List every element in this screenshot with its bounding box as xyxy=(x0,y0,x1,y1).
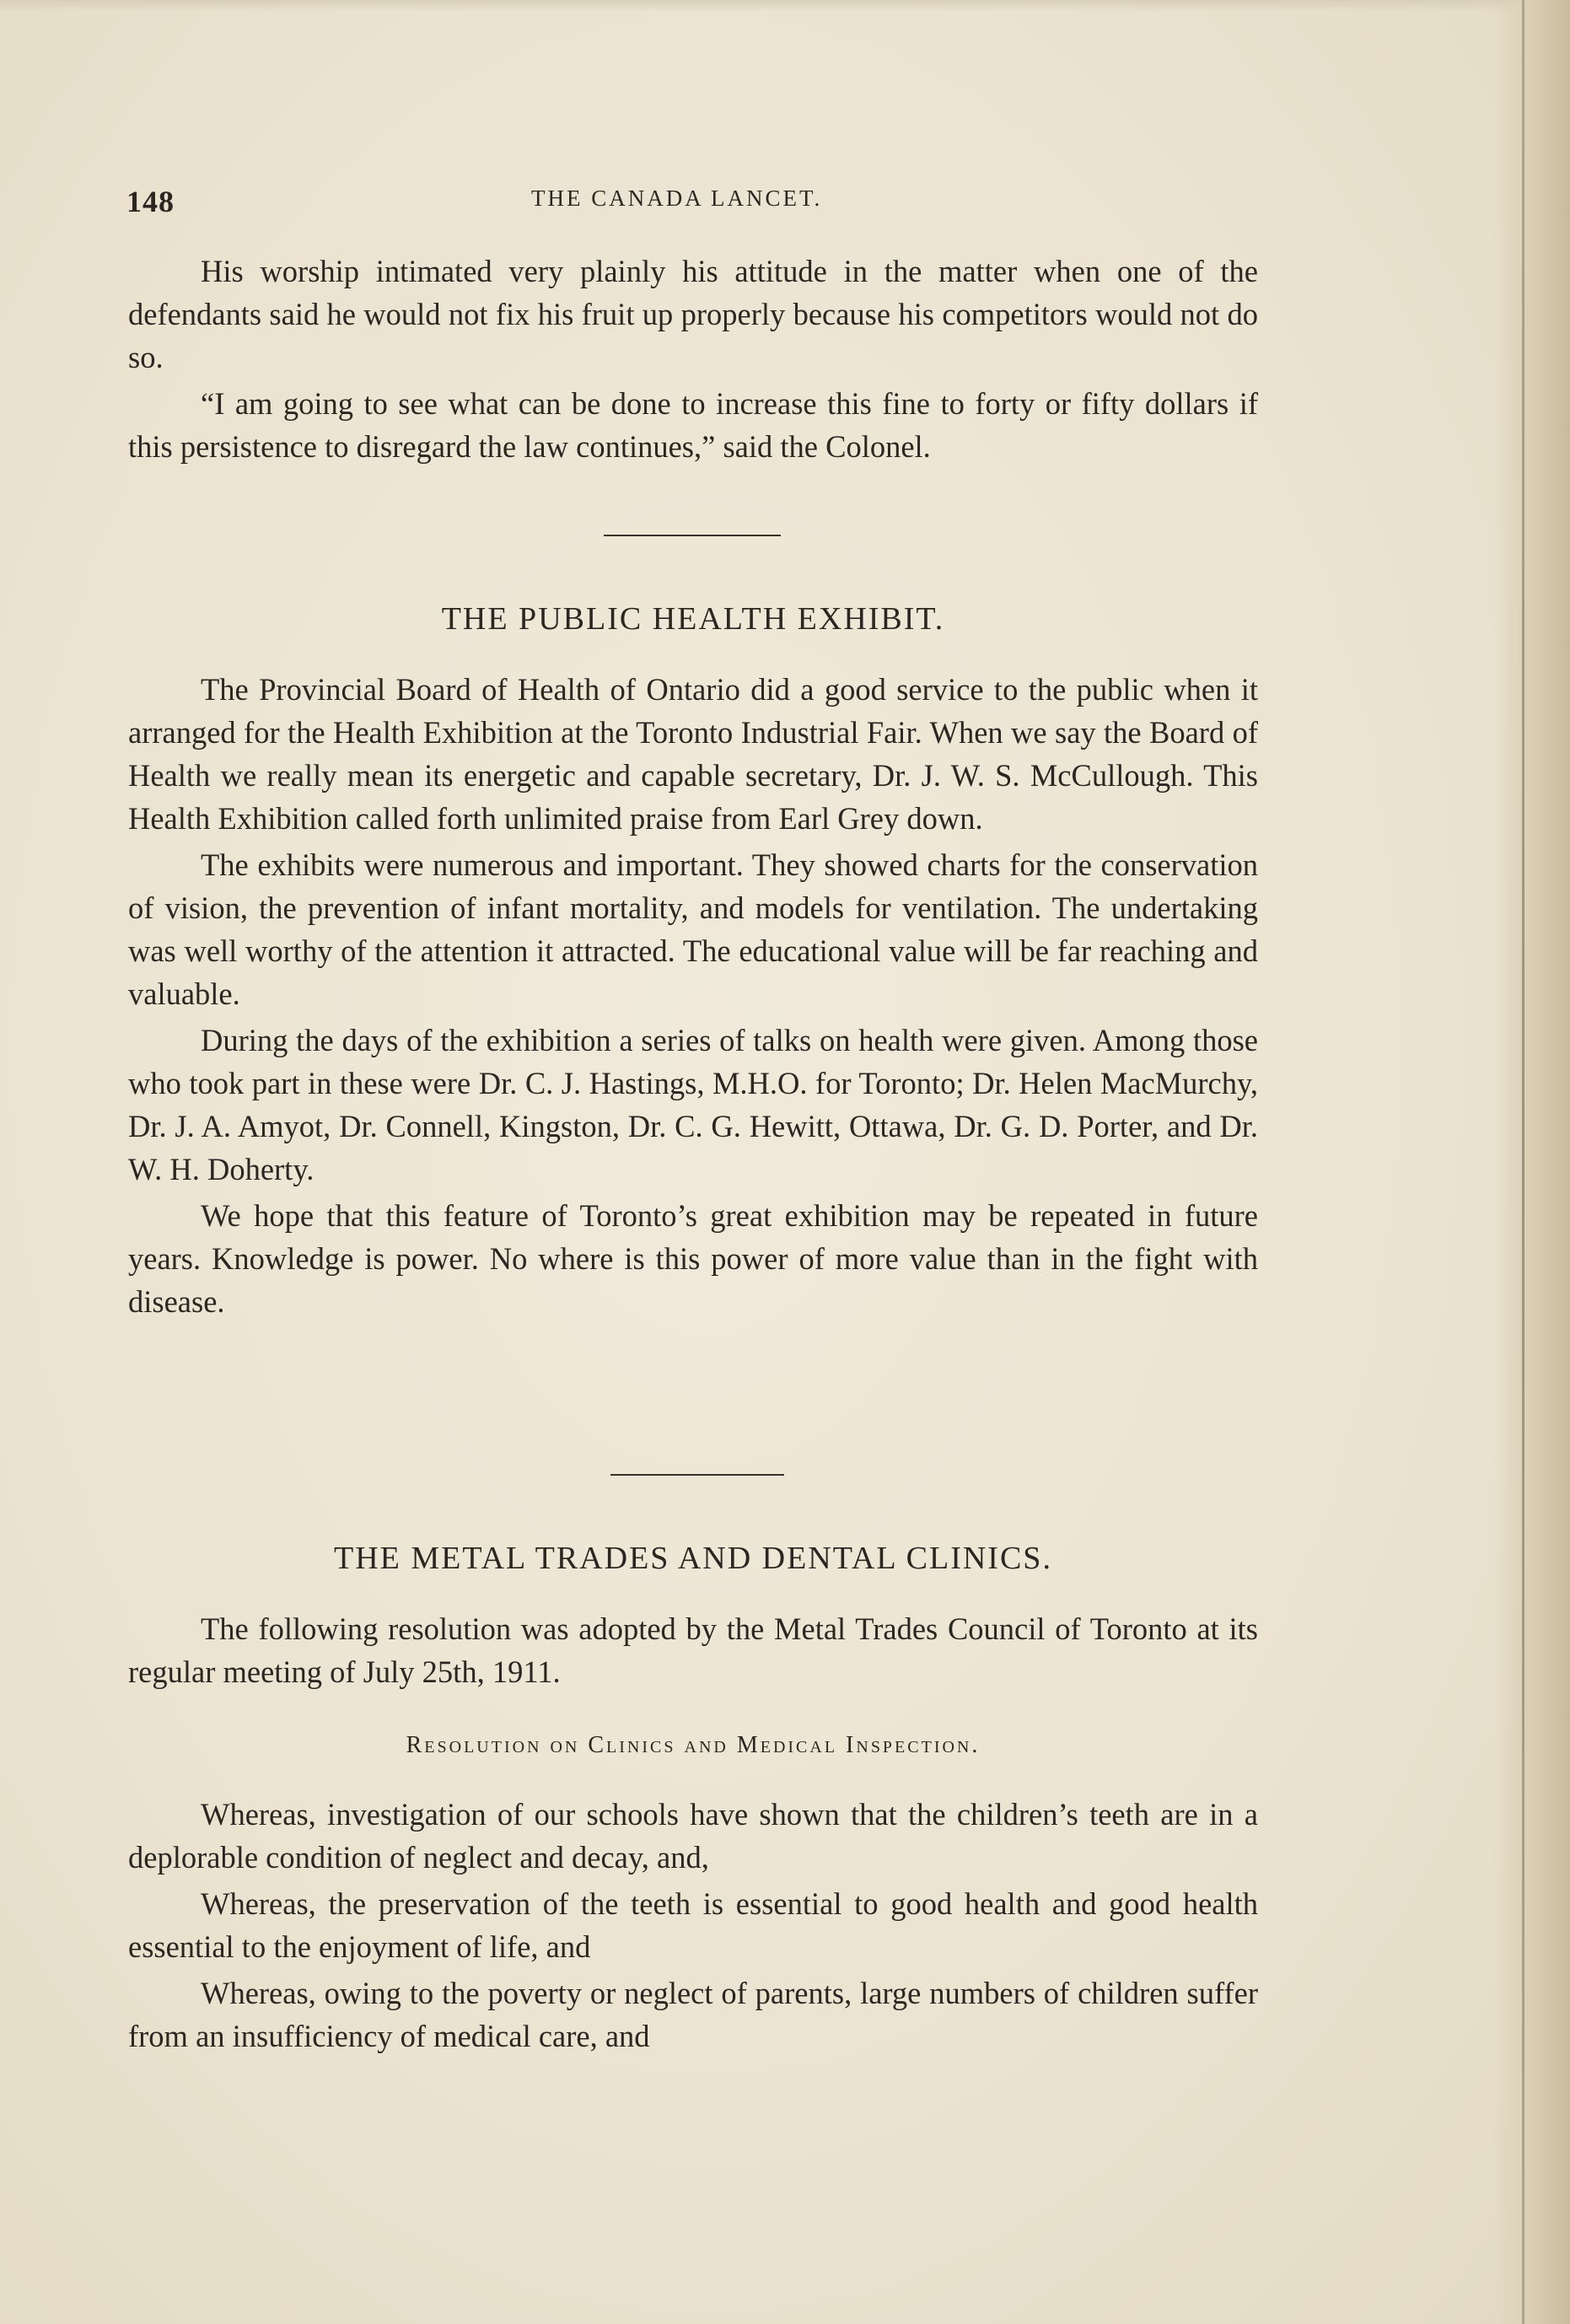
journal-title: THE CANADA LANCET. xyxy=(531,186,823,211)
section-divider xyxy=(610,1474,784,1476)
page-number: 148 xyxy=(126,185,175,218)
section-title-public-health: THE PUBLIC HEALTH EXHIBIT. xyxy=(441,601,945,637)
resolution-heading: Resolution on Clinics and Medical Inspection. xyxy=(406,1732,981,1758)
paragraph: Whereas, the preservation of the teeth is essential to good health and good health essential to the enjoyment of life, and xyxy=(128,1886,1258,1964)
paragraph: The following resolution was adopted by the Metal Trades Council of Toronto at its regular meeting of July 25th, 1911. xyxy=(128,1611,1258,1689)
paragraph: “I am going to see what can be done to increase this fine to forty or fifty dollars if this persistence to disregard the law continues,” said the Colonel. xyxy=(128,386,1258,464)
page-top-shadow xyxy=(0,0,1570,12)
metal-trades-intro xyxy=(128,1607,1258,1697)
public-health-text xyxy=(128,668,1258,1326)
section-divider xyxy=(604,535,781,536)
paragraph: We hope that this feature of Toronto’s great exhibition may be repeated in future years. Knowledge is power. No where is this power of more value than in the fight with disease. xyxy=(128,1198,1258,1319)
paragraph: The Provincial Board of Health of Ontario did a good service to the public when it arranged for the Health Exhibition at the Toronto Industrial Fair. When we say the Board of Health we really mean its energetic and capable secretary, Dr. J. W. S. McCullough. This Health Exhibition called forth unlimited praise from Earl Grey down. xyxy=(128,672,1258,836)
binding-line xyxy=(1522,0,1524,2324)
resolution-text xyxy=(128,1793,1258,2061)
section-title-metal-trades: THE METAL TRADES AND DENTAL CLINICS. xyxy=(334,1541,1052,1576)
running-head xyxy=(126,184,1273,221)
intro-text xyxy=(128,250,1258,471)
paragraph: Whereas, investigation of our schools have shown that the children’s teeth are in a deplorable condition of neglect and decay, and, xyxy=(128,1797,1258,1875)
paragraph: The exhibits were numerous and important. They showed charts for the conservation of vision, the prevention of infant mortality, and models for ventilation. The undertaking was well worthy of the attention it attracted. The educational value will be far reaching and valuable. xyxy=(128,847,1258,1011)
page-gutter-edge xyxy=(1494,0,1570,2324)
paragraph: Whereas, owing to the poverty or neglect of parents, large numbers of children suffer from an insufficiency of medical care, and xyxy=(128,1976,1258,2053)
paragraph: During the days of the exhibition a series of talks on health were given. Among those who took part in these were Dr. C. J. Hastings, M.H.O. for Toronto; Dr. Helen MacMurchy, Dr. J. A. Amyot, Dr. Connell, Kingston, Dr. C. G. Hewitt, Ottawa, Dr. G. D. Porter, and Dr. W. H. Doherty. xyxy=(128,1023,1258,1186)
paragraph: His worship intimated very plainly his attitude in the matter when one of the defendants said he would not fix his fruit up properly because his competitors would not do so. xyxy=(128,254,1258,374)
